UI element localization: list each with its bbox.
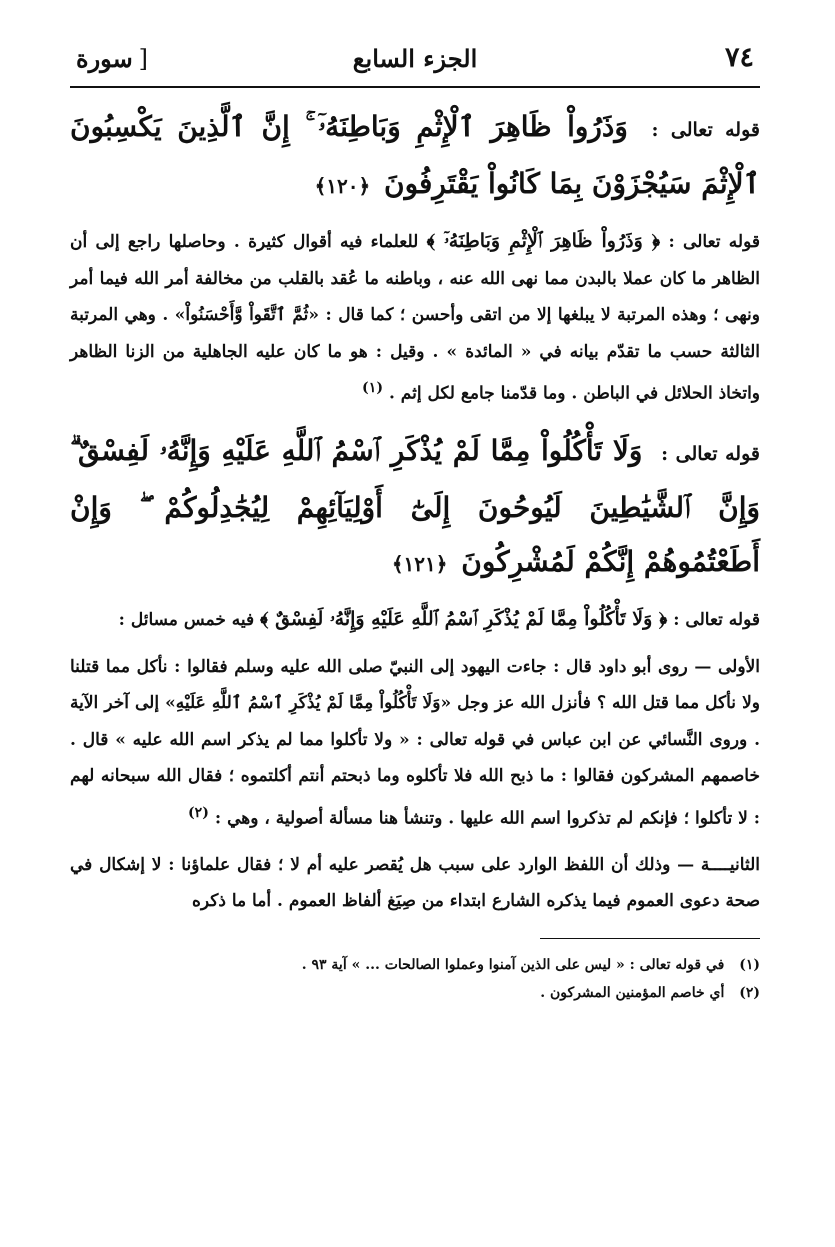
commentary-paragraph-1 bbox=[70, 223, 760, 412]
footnote-number: (٢) bbox=[739, 984, 760, 1001]
issue-label: الثانيــــة — bbox=[677, 854, 761, 875]
verse-number: ﴿١٢٠﴾ bbox=[314, 174, 371, 198]
footnote-ref: (٢) bbox=[187, 804, 209, 821]
footnote-text: أي خاصم المؤمنين المشركون . bbox=[540, 984, 725, 1001]
footnote-ref: (١) bbox=[362, 380, 384, 396]
issue-first bbox=[70, 649, 760, 837]
verse-text: وَذَرُواْ ظَاهِرَ ٱلْإِثْمِ وَبَاطِنَهُۥٓ ۚ إِنَّ ٱلَّذِينَ يَكْسِبُونَ ٱلْإِثْمَ سَيُجْزَوْنَ بِمَا كَانُواْ يَقْتَرِفُونَ bbox=[70, 110, 760, 200]
page-number: ٧٤ bbox=[724, 42, 754, 73]
verse-121 bbox=[70, 424, 760, 591]
quoted-verse: ﴿ وَلَا تَأْكُلُواْ مِمَّا لَمْ يُذْكَرِ ٱسْمُ ٱللَّهِ عَلَيْهِ وَإِنَّهُۥ لَفِسْقٌ ﴾ bbox=[260, 608, 668, 631]
footnote bbox=[70, 979, 760, 1007]
verse-120 bbox=[70, 100, 760, 213]
page-header bbox=[70, 30, 760, 88]
footnote-number: (١) bbox=[739, 956, 760, 973]
issue-text: روى أبو داود قال : جاءت اليهود إلى النبيّ صلى الله عليه وسلم فقالوا : نأكل مما قتلنا ولا نأكل مما قتل الله ؟ فأنزل الله عز وجل «وَلَا تَأْكُلُواْ مِمَّا لَمْ يُذْكَرِ ٱسْمُ ٱللَّهِ عَلَيْهِ» إلى آخر الآية . وروى النَّسائي عن ابن عباس في قوله تعالى : « ولا تأكلوا مما لم يذكر اسم الله عليه » قال . خاصمهم المشركون فقالوا : ما ذبح الله فلا تأكلوه وما ذبحتم أنتم أكلتموه ؛ فقال الله سبحانه لهم : لا تأكلوا ؛ فإنكم لم تذكروا اسم الله عليها . وتنشأ هنا مسألة أصولية ، وهي : bbox=[70, 656, 760, 829]
surah-text: سورة bbox=[76, 44, 133, 73]
commentary-lead: قوله تعالى : bbox=[668, 232, 761, 252]
surah-label bbox=[76, 44, 148, 73]
verse-lead: قوله تعالى : bbox=[651, 119, 760, 141]
surah-bracket: [ bbox=[138, 45, 149, 73]
verse-number: ﴿١٢١﴾ bbox=[391, 552, 448, 577]
commentary-text: للعلماء فيه أقوال كثيرة . وحاصلها راجع إلى أن الظاهر ما كان عملا بالبدن مما نهى الله عنه ، وباطنه ما عُقد بالقلب من مخالفة أمر الله فيما أمر ونهى ؛ وهذه المرتبة لا يبلغها إلا من اتقى وأحسن ؛ كما قال : «ثُمَّ ٱتَّقَواْ وَّأَحْسَنُواْ» . وهي المرتبة الثالثة حسب ما تقدّم بيانه في « المائدة » . وقيل : هو ما كان عليه الجاهلية من الزنا الظاهر واتخاذ الحلائل في الباطن . وما قدّمنا جامع لكل إثم . bbox=[70, 232, 760, 404]
verse-text: وَلَا تَأْكُلُواْ مِمَّا لَمْ يُذْكَرِ ٱسْمُ ٱللَّهِ عَلَيْهِ وَإِنَّهُۥ لَفِسْقٌ ۗ وَإِنَّ ٱلشَّيَٰطِينَ لَيُوحُونَ إِلَىٰٓ أَوْلِيَآئِهِمْ لِيُجَٰدِلُوكُمْ ۖ وَإِنْ أَطَعْتُمُوهُمْ إِنَّكُمْ لَمُشْرِكُونَ bbox=[70, 434, 760, 579]
commentary-text: فيه خمس مسائل : bbox=[118, 610, 255, 631]
book-page bbox=[70, 30, 760, 1007]
footnote-divider bbox=[540, 938, 760, 939]
issue-second bbox=[70, 847, 760, 920]
commentary-paragraph-2 bbox=[70, 601, 760, 639]
verse-lead: قوله تعالى : bbox=[661, 443, 760, 466]
commentary-lead: قوله تعالى : bbox=[673, 610, 760, 631]
footnote bbox=[70, 951, 760, 979]
running-title: الجزء السابع bbox=[352, 44, 478, 73]
footnote-text: في قوله تعالى : « ليس على الذين آمنوا وعملوا الصالحات ... » آية ٩٣ . bbox=[301, 956, 725, 973]
quoted-verse: ﴿ وَذَرُواْ ظَاهِرَ ٱلْإِثْمِ وَبَاطِنَهُۥٓ ﴾ bbox=[426, 230, 661, 252]
issue-label: الأولى — bbox=[694, 656, 760, 677]
issue-text: وذلك أن اللفظ الوارد على سبب هل يُقصر عليه أم لا ؛ فقال علماؤنا : لا إشكال في صحة دعوى العموم فيما يذكره الشارع ابتداء من صِيَغ ألفاظ العموم . أما ما ذكره bbox=[70, 854, 760, 912]
